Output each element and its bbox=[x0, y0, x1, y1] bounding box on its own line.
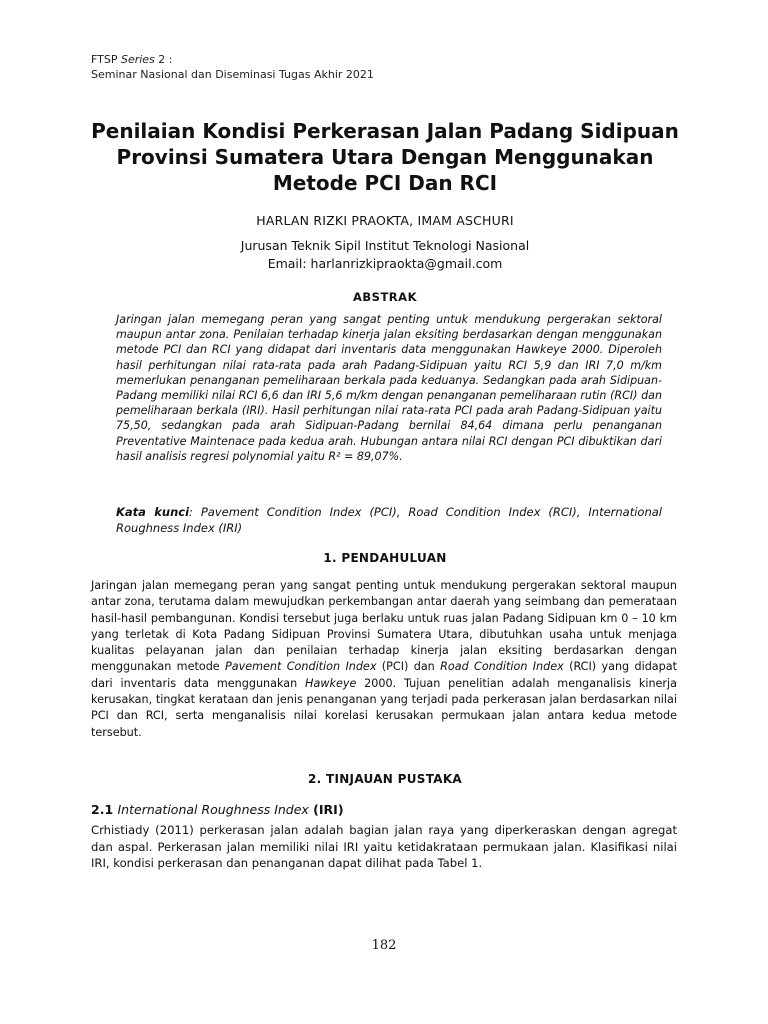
subsection-suffix: (IRI) bbox=[308, 802, 344, 817]
abstract-heading: ABSTRAK bbox=[353, 290, 417, 304]
pendahuluan-text-3: (RCI) yang didapat dari inventaris data menggunakan bbox=[91, 660, 678, 690]
abstract-text: Jaringan jalan memegang peran yang sangat penting untuk mendukung pergerakan sektoral maupun antar zona. Penilaian terhadap kinerja jalan eksiting berdasarkan dengan menggunakan metode PCI dan RCI yang didapat dari inventaris data menggunakan Hawkeye 2000. Diperoleh hasil perhitungan nilai rata-rata pada arah Padang-Sidipuan yaitu RCI 5,9 dan IRI 7,0 m/km memerlukan penanganan pemeliharaan berkala pada keduanya. Sedangkan pada arah Sidipuan-Padang memiliki nilai RCI 6,6 dan IRI 5,6 m/km dengan penanganan pemeliharaan rutin (RCI) dan pemeliharaan berkala (IRI). Hasil perhitungan nilai rata-rata PCI pada arah Padang-Sidipuan yaitu 75,50, sedangkan pada arah Sidipuan-Padang bernilai 84,64 dimana perlu penanganan Preventative Maintenace pada kedua arah. Hubungan antara nilai RCI dengan PCI dibuktikan dari hasil analisis regresi polynomial yaitu R² = 89,07%. bbox=[116, 313, 662, 463]
header-series: Series bbox=[120, 53, 155, 66]
affiliation: Jurusan Teknik Sipil Institut Teknologi Nasional bbox=[240, 238, 530, 253]
term-rci: Road Condition Index bbox=[440, 660, 564, 674]
subsection-number: 2.1 bbox=[91, 802, 118, 817]
authors: HARLAN RIZKI PRAOKTA, IMAM ASCHURI bbox=[256, 213, 514, 228]
section-heading-pendahuluan: 1. PENDAHULUAN bbox=[323, 551, 447, 565]
header-prefix: FTSP bbox=[91, 53, 121, 66]
term-hawkeye: Hawkeye bbox=[305, 676, 357, 690]
pendahuluan-text-4: 2000. Tujuan penelitian adalah menganalisis kinerja kerusakan, tingkat kerataan dan jenis penanganan yang terjadi pada perkerasan jalan berdasarkan nilai PCI dan RCI, serta menganalisis nilai korelasi kerusakan permukaan jalan antara kedua metode tersebut. bbox=[91, 676, 677, 739]
pendahuluan-text-2: (PCI) dan bbox=[376, 660, 441, 674]
keywords-label: Kata kunci bbox=[116, 505, 190, 519]
author-email: Email: harlanrizkipraokta@gmail.com bbox=[267, 256, 503, 271]
keywords-list: : Pavement Condition Index (PCI), Road Condition Index (RCI), International Roughness Index (IRI) bbox=[116, 505, 663, 535]
header-suffix: 2 : bbox=[154, 53, 173, 66]
keywords bbox=[116, 505, 662, 536]
term-pci: Pavement Condition Index bbox=[225, 660, 377, 674]
subsection-heading-iri bbox=[91, 802, 344, 817]
page-number: 182 bbox=[371, 938, 397, 953]
iri-paragraph: Crhistiady (2011) perkerasan jalan adalah bagian jalan raya yang diperkeraskan dengan agregat dan aspal. Perkerasan jalan memiliki nilai IRI yaitu ketidakrataan permukaan jalan. Klasifikasi nilai IRI, kondisi perkerasan dan penanganan dapat dilihat pada Tabel 1. bbox=[91, 823, 677, 870]
pendahuluan-text-1: Jaringan jalan memegang peran yang sangat penting untuk mendukung pergerakan sektoral maupun antar zona, terutama dalam mewujudkan perkembangan antar daerah yang seimbang dan pemerataan hasil-hasil pembangunan. Kondisi tersebut juga berlaku untuk ruas jalan Padang Sidipuan km 0 – 10 km yang terletak di Kota Padang Sidipuan Provinsi Sumatera Utara, dibutuhkan usaha untuk menjaga kualitas pelayanan jalan dan penilaian terhadap kinerja jalan eksiting berdasarkan dengan menggunakan metode bbox=[91, 579, 677, 674]
subsection-title: International Roughness Index bbox=[117, 802, 309, 817]
paper-title: Penilaian Kondisi Perkerasan Jalan Padang Sidipuan Provinsi Sumatera Utara Dengan Menggunakan Metode PCI Dan RCI bbox=[91, 119, 679, 195]
pendahuluan-paragraph bbox=[91, 578, 677, 741]
running-header-series bbox=[91, 53, 173, 67]
running-header-seminar: Seminar Nasional dan Diseminasi Tugas Akhir 2021 bbox=[91, 68, 374, 81]
section-heading-tinjauan-pustaka: 2. TINJAUAN PUSTAKA bbox=[307, 772, 463, 786]
